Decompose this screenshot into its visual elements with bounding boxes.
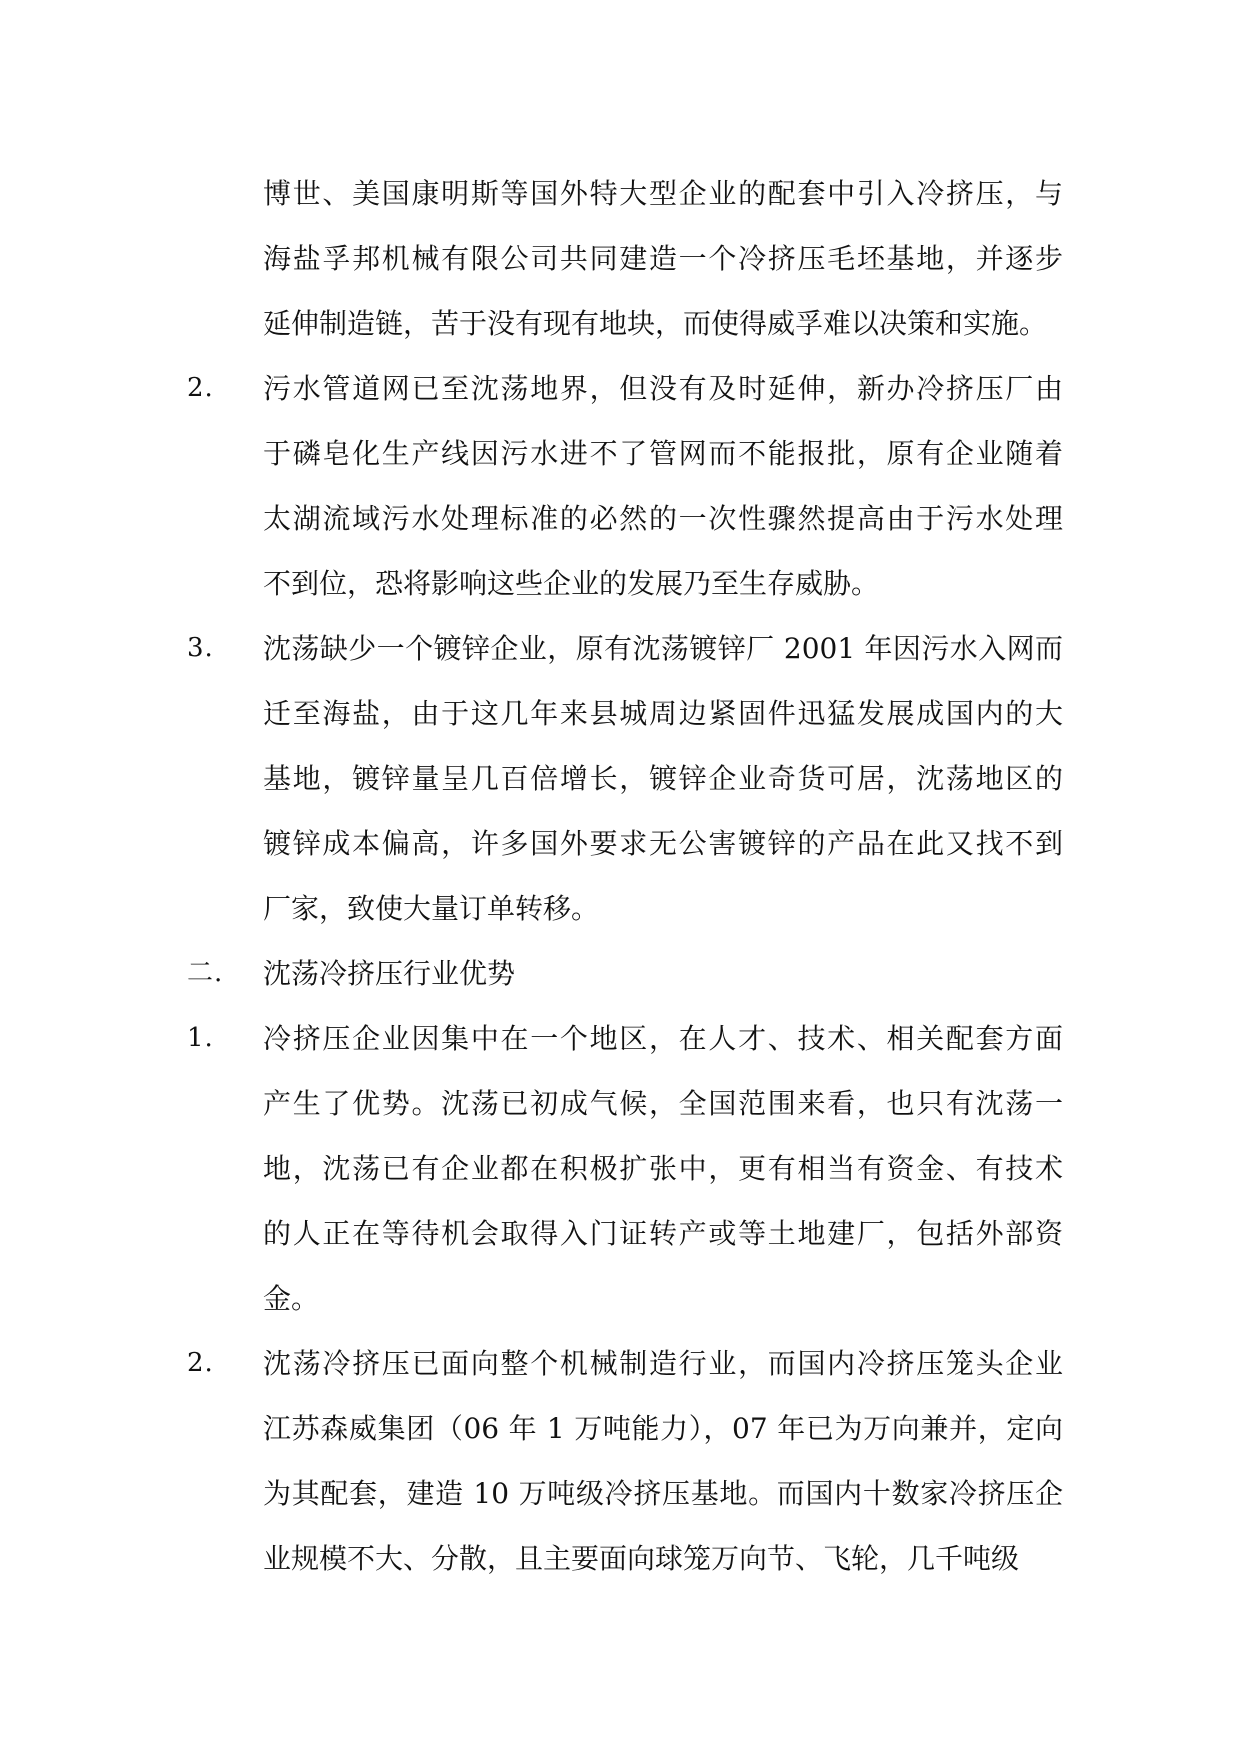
list-marker: 1. xyxy=(187,1023,214,1053)
text-line: 太湖流域污水处理标准的必然的一次性骤然提高由于污水处理 xyxy=(263,502,1063,535)
text-line: 业规模不大、分散，且主要面向球笼万向节、飞轮，几千吨级 xyxy=(263,1542,1020,1575)
text-line: 江苏森威集团（06 年 1 万吨能力），07 年已为万向兼并，定向 xyxy=(263,1412,1063,1445)
paragraph xyxy=(187,1331,1067,1591)
paragraph xyxy=(187,161,1067,356)
document-body xyxy=(187,161,1067,1591)
text-line: 金。 xyxy=(263,1282,320,1315)
text-line: 博世、美国康明斯等国外特大型企业的配套中引入冷挤压，与 xyxy=(263,177,1063,210)
paragraph-lines xyxy=(263,356,1063,616)
paragraph-lines xyxy=(263,1331,1063,1591)
paragraph xyxy=(187,356,1067,616)
list-marker: 二. xyxy=(187,958,224,988)
paragraph-lines xyxy=(263,941,1063,1006)
text-line: 沈荡缺少一个镀锌企业，原有沈荡镀锌厂 2001 年因污水入网而 xyxy=(263,632,1063,665)
text-line: 厂家，致使大量订单转移。 xyxy=(263,892,600,925)
text-line: 延伸制造链，苦于没有现有地块，而使得威孚难以决策和实施。 xyxy=(263,307,1048,340)
paragraph-lines xyxy=(263,1006,1063,1331)
paragraph xyxy=(187,616,1067,941)
text-line: 产生了优势。沈荡已初成气候，全国范围来看，也只有沈荡一 xyxy=(263,1087,1063,1120)
text-line: 镀锌成本偏高，许多国外要求无公害镀锌的产品在此又找不到 xyxy=(263,827,1063,860)
text-line: 基地，镀锌量呈几百倍增长，镀锌企业奇货可居，沈荡地区的 xyxy=(263,762,1063,795)
text-line: 于磷皂化生产线因污水进不了管网而不能报批，原有企业随着 xyxy=(263,437,1063,470)
text-line: 沈荡冷挤压已面向整个机械制造行业，而国内冷挤压笼头企业 xyxy=(263,1347,1063,1380)
text-line: 为其配套，建造 10 万吨级冷挤压基地。而国内十数家冷挤压企 xyxy=(263,1477,1063,1510)
text-line: 海盐孚邦机械有限公司共同建造一个冷挤压毛坯基地，并逐步 xyxy=(263,242,1063,275)
list-marker: 2. xyxy=(187,1348,214,1378)
paragraph-lines xyxy=(263,616,1063,941)
text-line: 冷挤压企业因集中在一个地区，在人才、技术、相关配套方面 xyxy=(263,1022,1063,1055)
text-line: 的人正在等待机会取得入门证转产或等土地建厂，包括外部资 xyxy=(263,1217,1063,1250)
list-marker: 2. xyxy=(187,373,214,403)
paragraph xyxy=(187,1006,1067,1331)
list-marker: 3. xyxy=(187,633,214,663)
text-line: 不到位，恐将影响这些企业的发展乃至生存威胁。 xyxy=(263,567,880,600)
text-line: 迁至海盐，由于这几年来县城周边紧固件迅猛发展成国内的大 xyxy=(263,697,1063,730)
text-line: 沈荡冷挤压行业优势 xyxy=(263,957,516,990)
text-line: 地，沈荡已有企业都在积极扩张中，更有相当有资金、有技术 xyxy=(263,1152,1063,1185)
text-line: 污水管道网已至沈荡地界，但没有及时延伸，新办冷挤压厂由 xyxy=(263,372,1063,405)
paragraph-lines xyxy=(263,161,1063,356)
paragraph xyxy=(187,941,1067,1006)
